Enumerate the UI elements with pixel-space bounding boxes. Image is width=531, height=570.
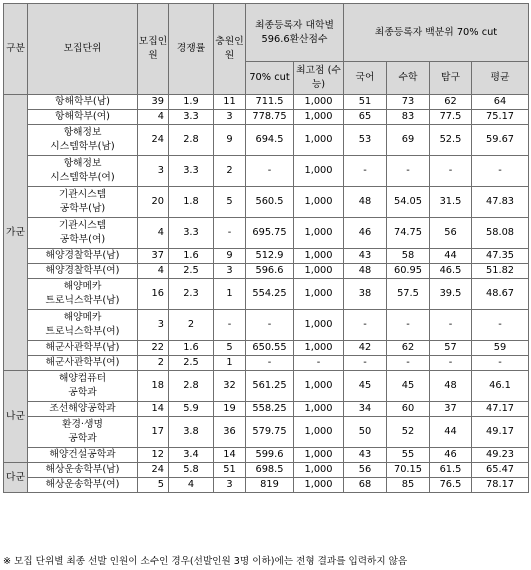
cut70-cell: 561.25 bbox=[246, 371, 294, 402]
quota-cell: 24 bbox=[138, 125, 169, 156]
explore-cell: - bbox=[430, 356, 472, 371]
competition-cell: 1.6 bbox=[169, 249, 214, 264]
competition-cell: 2.8 bbox=[169, 371, 214, 402]
added-cell: 51 bbox=[214, 463, 246, 478]
average-cell: 49.17 bbox=[472, 417, 529, 448]
korean-cell: 68 bbox=[344, 478, 387, 493]
explore-cell: 46.5 bbox=[430, 264, 472, 279]
math-cell: - bbox=[387, 310, 430, 341]
unit-cell: 해상운송학부(여) bbox=[28, 478, 138, 493]
unit-cell: 해군사관학부(남) bbox=[28, 341, 138, 356]
table-row bbox=[4, 448, 529, 463]
added-cell: 3 bbox=[214, 478, 246, 493]
quota-cell: 39 bbox=[138, 95, 169, 110]
average-cell: 48.67 bbox=[472, 279, 529, 310]
math-cell: 83 bbox=[387, 110, 430, 125]
added-cell: 3 bbox=[214, 110, 246, 125]
results-table-wrapper bbox=[3, 3, 528, 493]
math-cell: 70.15 bbox=[387, 463, 430, 478]
footnote: ※ 모집 단위별 최종 선발 인원이 소수인 경우(선발인원 3명 이하)에는 전형 결과를 입력하지 않음 bbox=[3, 556, 408, 567]
quota-cell: 20 bbox=[138, 187, 169, 218]
competition-cell: 1.8 bbox=[169, 187, 214, 218]
header-added: 충원인원 bbox=[214, 4, 246, 95]
unit-cell: 해상운송학부(남) bbox=[28, 463, 138, 478]
unit-cell: 항해학부(여) bbox=[28, 110, 138, 125]
korean-cell: 38 bbox=[344, 279, 387, 310]
korean-cell: 43 bbox=[344, 448, 387, 463]
explore-cell: 44 bbox=[430, 417, 472, 448]
competition-cell: 3.8 bbox=[169, 417, 214, 448]
table-row bbox=[4, 279, 529, 310]
average-cell: 78.17 bbox=[472, 478, 529, 493]
korean-cell: 56 bbox=[344, 463, 387, 478]
average-cell: 47.83 bbox=[472, 187, 529, 218]
math-cell: 52 bbox=[387, 417, 430, 448]
cut70-cell: - bbox=[246, 156, 294, 187]
max-cell: 1,000 bbox=[294, 218, 344, 249]
korean-cell: 51 bbox=[344, 95, 387, 110]
table-row bbox=[4, 478, 529, 493]
cut70-cell: 778.75 bbox=[246, 110, 294, 125]
cut70-cell: - bbox=[246, 310, 294, 341]
table-row bbox=[4, 463, 529, 478]
explore-cell: 57 bbox=[430, 341, 472, 356]
header-max: 최고점 (수능) bbox=[294, 62, 344, 95]
added-cell: 5 bbox=[214, 187, 246, 218]
korean-cell: 48 bbox=[344, 264, 387, 279]
math-cell: 60 bbox=[387, 402, 430, 417]
added-cell: 1 bbox=[214, 279, 246, 310]
competition-cell: 1.9 bbox=[169, 95, 214, 110]
competition-cell: 2.8 bbox=[169, 125, 214, 156]
unit-cell: 해양컴퓨터 공학과 bbox=[28, 371, 138, 402]
cut70-cell: 579.75 bbox=[246, 417, 294, 448]
math-cell: 62 bbox=[387, 341, 430, 356]
table-row bbox=[4, 341, 529, 356]
korean-cell: 65 bbox=[344, 110, 387, 125]
unit-cell: 해군사관학부(여) bbox=[28, 356, 138, 371]
cut70-cell: 599.6 bbox=[246, 448, 294, 463]
cut70-cell: 560.5 bbox=[246, 187, 294, 218]
math-cell: 55 bbox=[387, 448, 430, 463]
cut70-cell: 698.5 bbox=[246, 463, 294, 478]
competition-cell: 3.3 bbox=[169, 110, 214, 125]
table-row bbox=[4, 249, 529, 264]
unit-cell: 해양경찰학부(남) bbox=[28, 249, 138, 264]
unit-cell: 환경·생명 공학과 bbox=[28, 417, 138, 448]
cut70-cell: 554.25 bbox=[246, 279, 294, 310]
korean-cell: 45 bbox=[344, 371, 387, 402]
competition-cell: 2.5 bbox=[169, 356, 214, 371]
quota-cell: 4 bbox=[138, 110, 169, 125]
korean-cell: - bbox=[344, 356, 387, 371]
max-cell: 1,000 bbox=[294, 478, 344, 493]
math-cell: 54.05 bbox=[387, 187, 430, 218]
table-row bbox=[4, 402, 529, 417]
table-row bbox=[4, 310, 529, 341]
average-cell: 59.67 bbox=[472, 125, 529, 156]
table-row bbox=[4, 356, 529, 371]
max-cell: 1,000 bbox=[294, 371, 344, 402]
unit-cell: 해양경찰학부(여) bbox=[28, 264, 138, 279]
korean-cell: 48 bbox=[344, 187, 387, 218]
competition-cell: 2.3 bbox=[169, 279, 214, 310]
average-cell: 58.08 bbox=[472, 218, 529, 249]
average-cell: - bbox=[472, 356, 529, 371]
unit-cell: 항해정보 시스템학부(여) bbox=[28, 156, 138, 187]
quota-cell: 2 bbox=[138, 356, 169, 371]
explore-cell: 31.5 bbox=[430, 187, 472, 218]
average-cell: 65.47 bbox=[472, 463, 529, 478]
competition-cell: 2.5 bbox=[169, 264, 214, 279]
explore-cell: 77.5 bbox=[430, 110, 472, 125]
korean-cell: 53 bbox=[344, 125, 387, 156]
added-cell: 14 bbox=[214, 448, 246, 463]
max-cell: 1,000 bbox=[294, 156, 344, 187]
table-header bbox=[4, 4, 529, 95]
unit-cell: 항해학부(남) bbox=[28, 95, 138, 110]
quota-cell: 16 bbox=[138, 279, 169, 310]
quota-cell: 37 bbox=[138, 249, 169, 264]
added-cell: 9 bbox=[214, 249, 246, 264]
unit-cell: 조선해양공학과 bbox=[28, 402, 138, 417]
average-cell: 51.82 bbox=[472, 264, 529, 279]
header-math: 수학 bbox=[387, 62, 430, 95]
unit-cell: 기관시스템 공학부(남) bbox=[28, 187, 138, 218]
cut70-cell: 694.5 bbox=[246, 125, 294, 156]
header-unit: 모집단위 bbox=[28, 4, 138, 95]
quota-cell: 3 bbox=[138, 310, 169, 341]
math-cell: - bbox=[387, 356, 430, 371]
header-percentile: 최종등록자 백분위 70% cut bbox=[344, 4, 529, 62]
max-cell: 1,000 bbox=[294, 402, 344, 417]
explore-cell: 56 bbox=[430, 218, 472, 249]
korean-cell: - bbox=[344, 310, 387, 341]
table-row bbox=[4, 371, 529, 402]
average-cell: - bbox=[472, 156, 529, 187]
average-cell: 64 bbox=[472, 95, 529, 110]
quota-cell: 4 bbox=[138, 264, 169, 279]
korean-cell: 34 bbox=[344, 402, 387, 417]
unit-cell: 기관시스템 공학부(여) bbox=[28, 218, 138, 249]
math-cell: 58 bbox=[387, 249, 430, 264]
average-cell: 47.17 bbox=[472, 402, 529, 417]
table-row bbox=[4, 95, 529, 110]
explore-cell: 44 bbox=[430, 249, 472, 264]
added-cell: 1 bbox=[214, 356, 246, 371]
math-cell: 60.95 bbox=[387, 264, 430, 279]
added-cell: 36 bbox=[214, 417, 246, 448]
max-cell: 1,000 bbox=[294, 187, 344, 218]
unit-cell: 해양메카 트로닉스학부(남) bbox=[28, 279, 138, 310]
header-cut70: 70% cut bbox=[246, 62, 294, 95]
added-cell: 5 bbox=[214, 341, 246, 356]
math-cell: 69 bbox=[387, 125, 430, 156]
cut70-cell: 695.75 bbox=[246, 218, 294, 249]
cut70-cell: 558.25 bbox=[246, 402, 294, 417]
explore-cell: 37 bbox=[430, 402, 472, 417]
max-cell: 1,000 bbox=[294, 264, 344, 279]
max-cell: 1,000 bbox=[294, 448, 344, 463]
quota-cell: 12 bbox=[138, 448, 169, 463]
math-cell: 74.75 bbox=[387, 218, 430, 249]
cut70-cell: 596.6 bbox=[246, 264, 294, 279]
header-group: 구분 bbox=[4, 4, 28, 95]
max-cell: 1,000 bbox=[294, 463, 344, 478]
average-cell: 75.17 bbox=[472, 110, 529, 125]
average-cell: 46.1 bbox=[472, 371, 529, 402]
added-cell: 11 bbox=[214, 95, 246, 110]
math-cell: 57.5 bbox=[387, 279, 430, 310]
korean-cell: 42 bbox=[344, 341, 387, 356]
added-cell: 19 bbox=[214, 402, 246, 417]
cut70-cell: 819 bbox=[246, 478, 294, 493]
results-table bbox=[3, 3, 529, 493]
korean-cell: 43 bbox=[344, 249, 387, 264]
quota-cell: 5 bbox=[138, 478, 169, 493]
average-cell: - bbox=[472, 310, 529, 341]
max-cell: 1,000 bbox=[294, 279, 344, 310]
table-row bbox=[4, 110, 529, 125]
added-cell: - bbox=[214, 218, 246, 249]
explore-cell: 52.5 bbox=[430, 125, 472, 156]
math-cell: 85 bbox=[387, 478, 430, 493]
explore-cell: 48 bbox=[430, 371, 472, 402]
cut70-cell: 650.55 bbox=[246, 341, 294, 356]
explore-cell: 62 bbox=[430, 95, 472, 110]
cut70-cell: - bbox=[246, 356, 294, 371]
table-row bbox=[4, 187, 529, 218]
cut70-cell: 512.9 bbox=[246, 249, 294, 264]
header-average: 평균 bbox=[472, 62, 529, 95]
quota-cell: 22 bbox=[138, 341, 169, 356]
table-row bbox=[4, 264, 529, 279]
group-label: 나군 bbox=[4, 371, 28, 463]
explore-cell: - bbox=[430, 310, 472, 341]
added-cell: 9 bbox=[214, 125, 246, 156]
added-cell: 3 bbox=[214, 264, 246, 279]
explore-cell: 61.5 bbox=[430, 463, 472, 478]
max-cell: 1,000 bbox=[294, 417, 344, 448]
max-cell: 1,000 bbox=[294, 249, 344, 264]
quota-cell: 3 bbox=[138, 156, 169, 187]
max-cell: 1,000 bbox=[294, 310, 344, 341]
added-cell: - bbox=[214, 310, 246, 341]
added-cell: 2 bbox=[214, 156, 246, 187]
table-row bbox=[4, 125, 529, 156]
max-cell: 1,000 bbox=[294, 341, 344, 356]
competition-cell: 2 bbox=[169, 310, 214, 341]
group-label: 다군 bbox=[4, 463, 28, 493]
korean-cell: 50 bbox=[344, 417, 387, 448]
explore-cell: 46 bbox=[430, 448, 472, 463]
table-row bbox=[4, 156, 529, 187]
math-cell: - bbox=[387, 156, 430, 187]
unit-cell: 해양메카 트로닉스학부(여) bbox=[28, 310, 138, 341]
competition-cell: 3.3 bbox=[169, 218, 214, 249]
quota-cell: 14 bbox=[138, 402, 169, 417]
competition-cell: 3.3 bbox=[169, 156, 214, 187]
header-quota: 모집인원 bbox=[138, 4, 169, 95]
header-explore: 탐구 bbox=[430, 62, 472, 95]
math-cell: 73 bbox=[387, 95, 430, 110]
table-row bbox=[4, 218, 529, 249]
korean-cell: - bbox=[344, 156, 387, 187]
explore-cell: - bbox=[430, 156, 472, 187]
header-korean: 국어 bbox=[344, 62, 387, 95]
quota-cell: 4 bbox=[138, 218, 169, 249]
quota-cell: 24 bbox=[138, 463, 169, 478]
table-body bbox=[4, 95, 529, 493]
competition-cell: 5.8 bbox=[169, 463, 214, 478]
unit-cell: 항해정보 시스템학부(남) bbox=[28, 125, 138, 156]
explore-cell: 39.5 bbox=[430, 279, 472, 310]
unit-cell: 해양건설공학과 bbox=[28, 448, 138, 463]
cut70-cell: 711.5 bbox=[246, 95, 294, 110]
average-cell: 49.23 bbox=[472, 448, 529, 463]
max-cell: - bbox=[294, 356, 344, 371]
math-cell: 45 bbox=[387, 371, 430, 402]
quota-cell: 17 bbox=[138, 417, 169, 448]
max-cell: 1,000 bbox=[294, 95, 344, 110]
average-cell: 59 bbox=[472, 341, 529, 356]
quota-cell: 18 bbox=[138, 371, 169, 402]
korean-cell: 46 bbox=[344, 218, 387, 249]
competition-cell: 4 bbox=[169, 478, 214, 493]
table-row bbox=[4, 417, 529, 448]
max-cell: 1,000 bbox=[294, 110, 344, 125]
competition-cell: 1.6 bbox=[169, 341, 214, 356]
competition-cell: 3.4 bbox=[169, 448, 214, 463]
max-cell: 1,000 bbox=[294, 125, 344, 156]
header-final-score: 최종등록자 대학별 596.6환산점수 bbox=[246, 4, 344, 62]
header-competition: 경쟁률 bbox=[169, 4, 214, 95]
average-cell: 47.35 bbox=[472, 249, 529, 264]
group-label: 가군 bbox=[4, 95, 28, 371]
competition-cell: 5.9 bbox=[169, 402, 214, 417]
added-cell: 32 bbox=[214, 371, 246, 402]
explore-cell: 76.5 bbox=[430, 478, 472, 493]
